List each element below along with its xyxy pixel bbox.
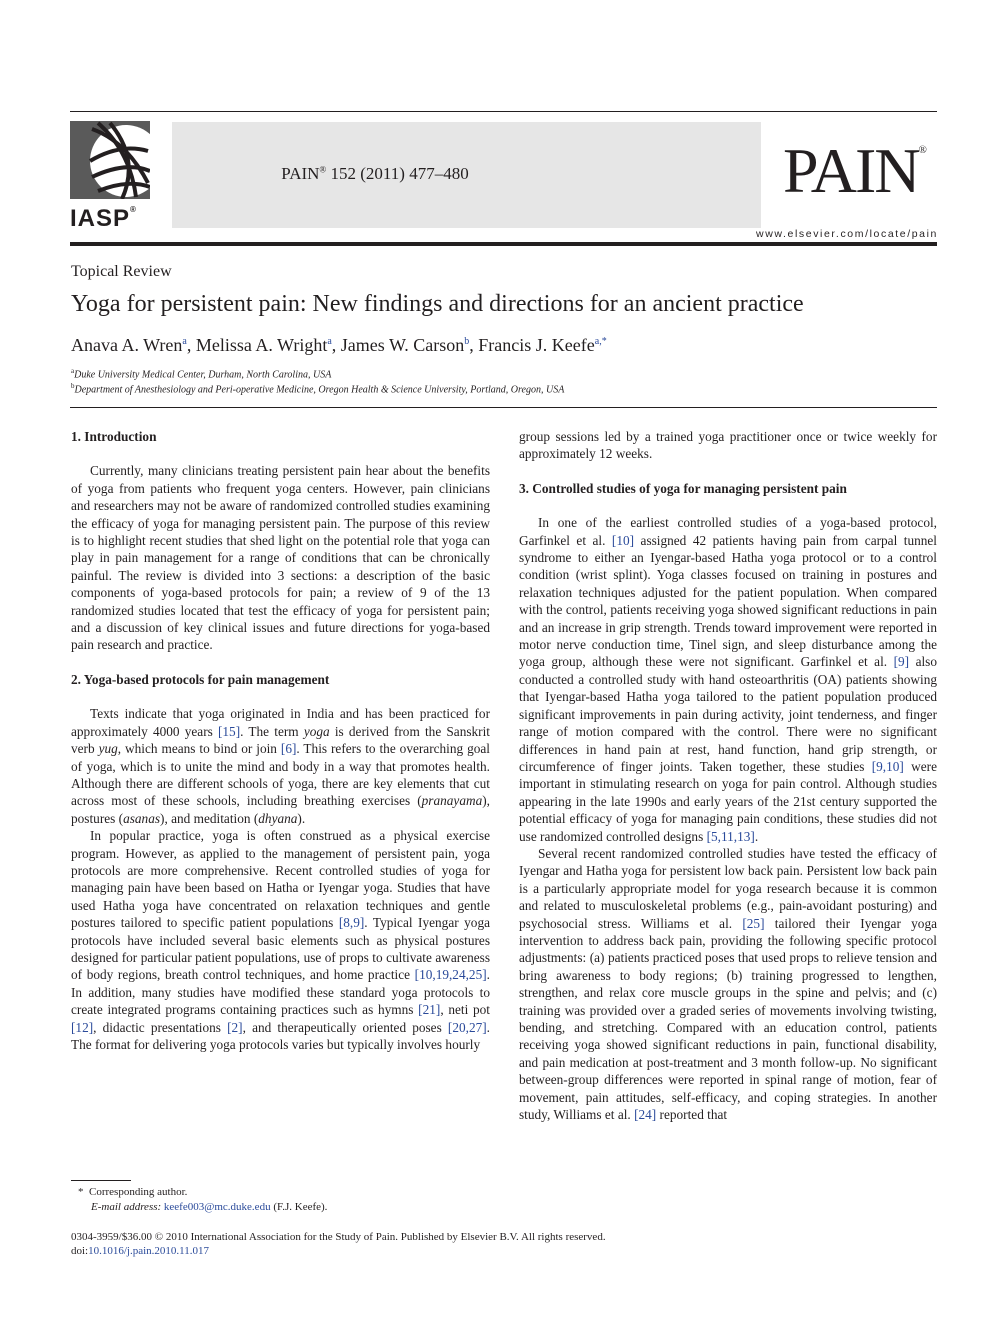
left-column	[71, 428, 490, 1053]
pain-journal-logo: PAIN®	[783, 135, 927, 206]
footnote-rule	[71, 1180, 131, 1181]
email-link[interactable]: keefe003@mc.duke.edu	[163, 1201, 271, 1213]
citation-link[interactable]: [6]	[280, 741, 297, 757]
right-column	[519, 428, 937, 1123]
affiliation-a: $^a$Duke University Medical Center, Durham, North Carolina, USA	[71, 367, 332, 381]
article-title: Yoga for persistent pain: New findings and directions for an ancient practice	[71, 291, 804, 317]
section-heading: 3. Controlled studies of yoga for managing persistent pain	[519, 480, 847, 496]
citation-link[interactable]: [9]	[893, 654, 910, 670]
doi-line: doi:10.1016/j.pain.2010.11.017	[71, 1245, 210, 1257]
citation-link[interactable]: [8,9]	[338, 915, 365, 931]
citation-link[interactable]: [15]	[217, 723, 241, 739]
author-name: James W. Carson	[340, 335, 465, 355]
email-note: E-mail address: keefe003@mc.duke.edu (F.J. Keefe).	[91, 1201, 328, 1213]
paragraph: In popular practice, yoga is often construed as a physical exercise program. However, as applied to the management of persistent pain, yoga protocols are more comprehensive. Recent controlled studies of yoga for managing pain have been based on Hatha or Iyengar yoga. Studies that have used Hatha yoga have concentrated on relaxation techniques and gentle postures tailored to specific patient populations [8,9]. Typical Iyengar yoga protocols have included several basic elements such as physical postures designed for particular patient populations, use of props to cultivate awareness of body regions, breath control techniques, and home practice [10,19,24,25]. In addition, many studies have modified these standard yoga protocols to create integrated programs containing practices such as hymns [21], neti pot [12], didactic presentations [2], and therapeutically oriented poses [20,27]. The format for delivering yoga protocols varies but typically involves hourly	[71, 828, 491, 1052]
author-name: Melissa A. Wright	[195, 335, 328, 355]
author-list: Anava A. Wren$^a$, Melissa A. Wright$^a$, James W. Carson$^b$, Francis J. Keefe$^{a,*}$	[71, 335, 607, 355]
citation-link[interactable]: [24]	[634, 1107, 657, 1123]
citation-link[interactable]: [12]	[71, 1019, 94, 1035]
paragraph: Currently, many clinicians treating persistent pain hear about the benefits of yoga from patients who frequent yoga centers. However, pain clinicians and researchers may not be aware of randomized controlled studies examining the efficacy of yoga for managing persistent pain. The purpose of this review is to highlight recent studies that shed light on the potential role that yoga can play in pain management for a range of conditions that can be chronically painful. The review is divided into 3 sections: a description of the basic components of yoga-based protocols for pain; a review of 9 of the 13 randomized studies located that test the efficacy of yoga for persistent pain; and a discussion of key clinical issues and future directions for yoga-based pain research and practice.	[71, 463, 490, 653]
author-name: Francis J. Keefe	[478, 335, 595, 355]
author-name: Anava A. Wren	[71, 335, 183, 355]
article-type: Topical Review	[71, 263, 172, 280]
section-heading: 2. Yoga-based protocols for pain management	[71, 671, 330, 687]
paragraph: group sessions led by a trained yoga practitioner once or twice weekly for approximately 12 weeks.	[519, 429, 937, 462]
journal-reference: PAIN® 152 (2011) 477–480	[281, 164, 469, 183]
section-heading: 1. Introduction	[71, 429, 157, 444]
paragraph: Texts indicate that yoga originated in India and has been practiced for approximately 4000 years [15]. The term yoga is derived from the Sanskrit verb yug, which means to bind or join [6]. This refers to the overarching goal of yoga, which is to unite the mind and body in a way that promotes health. Although there are different schools of yoga, there are key elements that cut across most of these schools, including breathing exercises (pranayama), postures (asanas), and meditation (dhyana).	[71, 706, 490, 826]
citation-link[interactable]: [20,27]	[447, 1019, 487, 1035]
citation-link[interactable]: [25]	[742, 915, 765, 931]
iasp-globe-icon	[70, 121, 150, 199]
paragraph: In one of the earliest controlled studies of a yoga-based protocol, Garfinkel et al. [10] assigned 42 patients having pain from carpal tunnel syndrome to either an Iyengar-based Hatha yoga protocol or to a control condition (wrist splint). Yoga classes focused on training in postures and relaxation techniques adjusted for the patient population. When compared with the control, patients receiving yoga showed significant reductions in pain and an increase in grip strength. Trends toward improvement were reported in motor nerve conduction time, Tinel sign, and sleep disturbance among the yoga group, although these were not significant. Garfinkel et al. [9] also conducted a controlled study with hand osteoarthritis (OA) patients showing that Iyengar-based Hatha yoga tailored to the patient population produced significant improvements in pain during activity, joint tenderness, and finger range of motion compared with the control. There were no significant differences in hand pain at rest, hand function, hand grip strength, or circumference of finger joints. Taken together, these studies [9,10] were important in stimulating research on yoga for pain control. Although studies appearing in the late 1990s and early years of the 21st century supported the potential efficacy of yoga for managing pain conditions, these studies did not use randomized controlled designs [5,11,13].	[519, 515, 938, 844]
paragraph: Several recent randomized controlled studies have tested the efficacy of Iyengar and Hatha yoga for persistent low back pain. Persistent low back pain is a particularly appropriate model for yoga research because it is common and related to musculoskeletal problems (e.g., pain-avoidant posturing) and psychosocial stress. Williams et al. [25] tailored their Iyengar yoga intervention to address back pain, providing the following specific protocol adjustments: (a) patients practiced poses that used props to relieve tension and bring awareness to body regions; (b) training progressed to lengthen, strengthen, and relax core muscle groups in the spine and pelvis; and (c) training was provided over a graded series of movements involving twisting, bending, and stretching. Compared with an education control, patients receiving yoga showed significant reductions in pain, functional disability, and pain medication at post-treatment and 3 month follow-up. No significant between-group differences were reported in spinal range of motion, fear of movement, pain attitudes, self-efficacy, and coping strategies. In another study, Williams et al. [24] reported that	[519, 845, 937, 1123]
citation-link[interactable]: [21]	[418, 1002, 441, 1018]
doi-link[interactable]: 10.1016/j.pain.2010.11.017	[88, 1245, 210, 1257]
journal-url-link[interactable]: www.elsevier.com/locate/pain	[756, 228, 938, 240]
affiliation-b: $^b$Department of Anesthesiology and Peri-operative Medicine, Oregon Health & Science University, Portland, Oregon, USA	[71, 382, 565, 396]
copyright-line: 0304-3959/$36.00 © 2010 International Association for the Study of Pain. Published by Elsevier B.V. All rights reserved.	[71, 1231, 606, 1243]
citation-link[interactable]: [2]	[227, 1019, 243, 1035]
citation-link[interactable]: [10]	[611, 532, 635, 548]
corresponding-author-note: * Corresponding author.	[78, 1186, 188, 1198]
citation-link[interactable]: [5,11,13]	[706, 828, 755, 844]
citation-link[interactable]: [9,10]	[871, 758, 904, 774]
iasp-logo-text: IASP®	[70, 205, 137, 232]
header-bottom-rule	[70, 242, 937, 246]
header-top-rule	[70, 111, 937, 112]
citation-link[interactable]: [10,19,24,25]	[414, 967, 487, 983]
affiliation-rule	[70, 407, 937, 408]
